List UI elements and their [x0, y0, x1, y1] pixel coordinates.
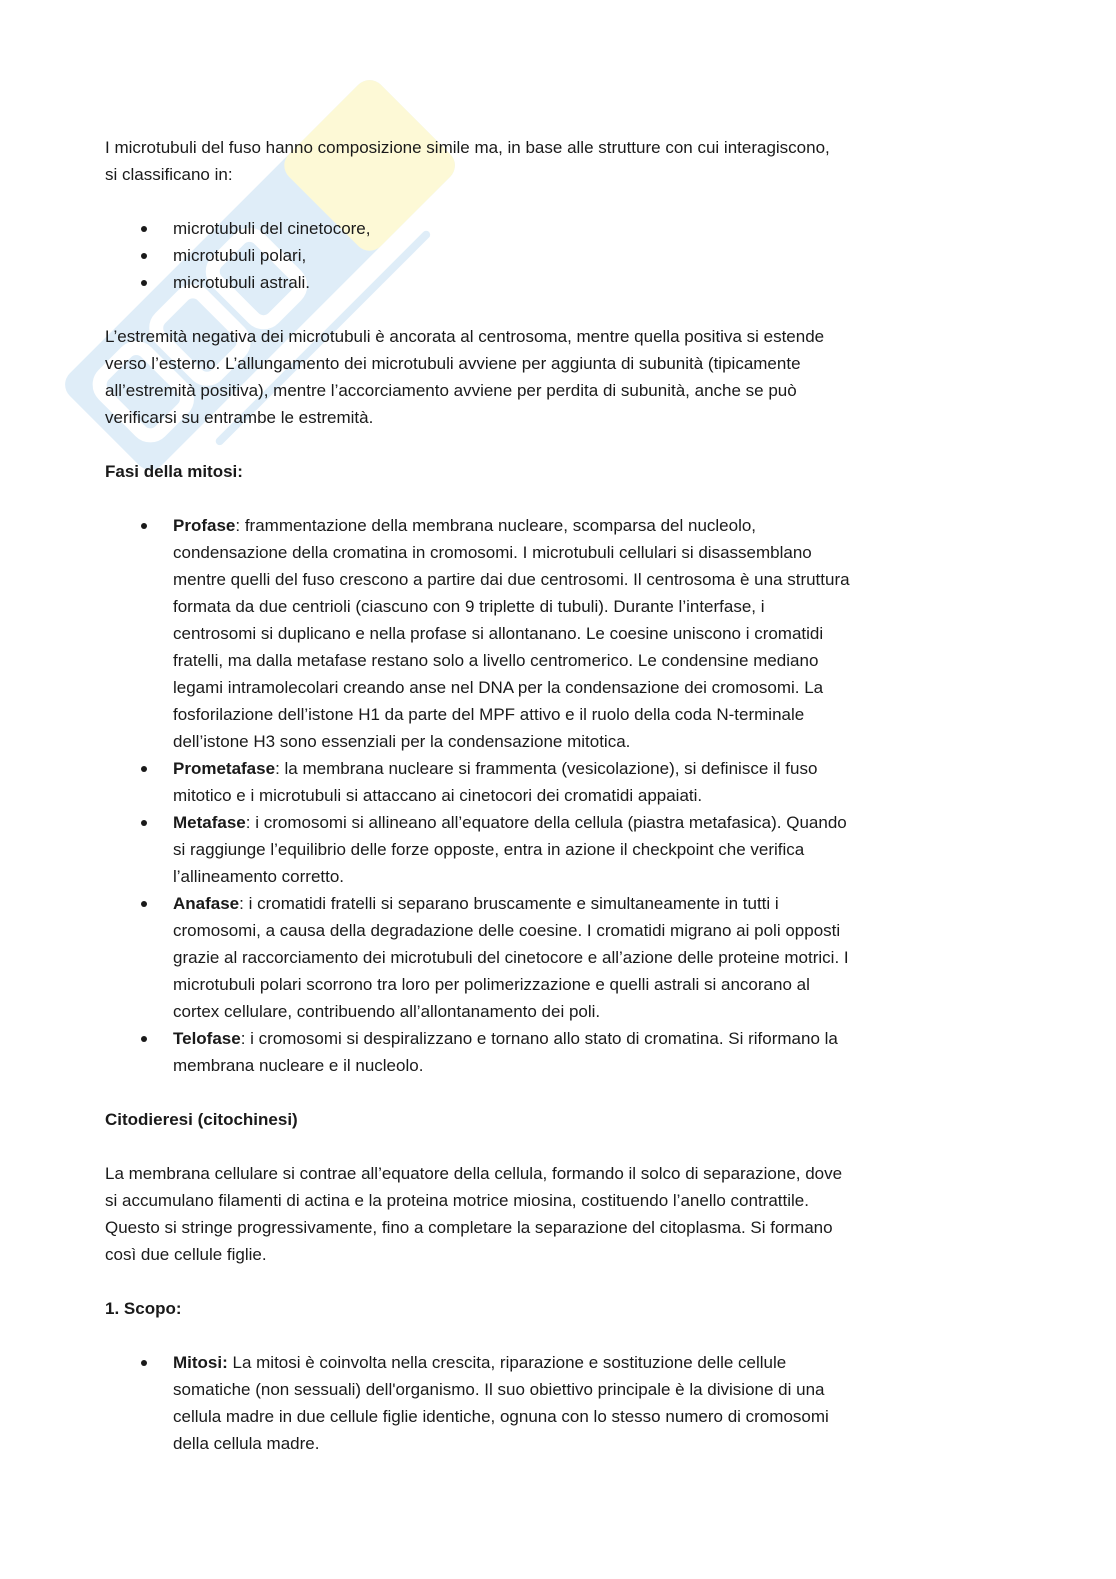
- bullet-icon: [141, 890, 147, 917]
- list-item-text: centrosomi si duplicano e nella profase si allontanano. Le coesine uniscono i cromatidi: [173, 624, 824, 643]
- list-item-line: [173, 215, 1015, 242]
- list-item-text: cellula madre in due cellule figlie identiche, ognuna con lo stesso numero di cromosomi: [173, 1407, 829, 1426]
- blank-line: [105, 188, 1015, 215]
- list-item-line: [173, 917, 1015, 944]
- list-item: [105, 809, 1015, 890]
- blank-line: [105, 431, 1015, 458]
- document-body: [105, 134, 1015, 1457]
- paragraph-line: L’estremità negativa dei microtubuli è ancorata al centrosoma, mentre quella positiva si estende: [105, 327, 825, 346]
- list-item-text: : la membrana nucleare si frammenta (vesicolazione), si definisce il fuso: [275, 759, 818, 778]
- list-item-text: dell’istone H3 sono essenziali per la condensazione mitotica.: [173, 732, 631, 751]
- heading-text: Fasi della mitosi:: [105, 462, 243, 481]
- list-item: [105, 269, 1015, 296]
- blank-line: [105, 296, 1015, 323]
- paragraph-line: verso l’esterno. L’allungamento dei microtubuli avviene per aggiunta di subunità (tipicamente: [105, 354, 801, 373]
- list-item-text: condensazione della cromatina in cromosomi. I microtubuli cellulari si disassemblano: [173, 543, 812, 562]
- list-item-line: [173, 836, 1015, 863]
- blank-line: [105, 1133, 1015, 1160]
- list-item-line: [173, 728, 1015, 755]
- list-item-text: cromosomi, a causa della degradazione delle coesine. I cromatidi migrano ai poli opposti: [173, 921, 841, 940]
- list-item: [105, 890, 1015, 1025]
- blank-line: [105, 1079, 1015, 1106]
- paragraph: [105, 1160, 1015, 1268]
- list-item-line: [173, 998, 1015, 1025]
- list-item-text: legami intramolecolari creando anse nel DNA per la condensazione dei cromosomi. La: [173, 678, 824, 697]
- paragraph-line: all’estremità positiva), mentre l’accorciamento avviene per perdita di subunità, anche se può: [105, 381, 797, 400]
- list-item: [105, 755, 1015, 809]
- list-item-line: [173, 674, 1015, 701]
- list-item-line: [173, 269, 1015, 296]
- list-item-line: [173, 755, 1015, 782]
- list-item-text: formata da due centrioli (ciascuno con 9 triplette di tubuli). Durante l’interfase, i: [173, 597, 765, 616]
- list-item-line: [173, 701, 1015, 728]
- list-item-line: [173, 944, 1015, 971]
- list-item-text: microtubuli astrali.: [173, 273, 310, 292]
- list-item-label: Metafase: [173, 813, 246, 832]
- bullet-icon: [141, 1025, 147, 1052]
- bullet-icon: [141, 512, 147, 539]
- list-item-text: : i cromosomi si despiralizzano e tornano allo stato di cromatina. Si riformano la: [240, 1029, 838, 1048]
- list-item-line: [173, 1430, 1015, 1457]
- bullet-list: [105, 512, 1015, 1079]
- list-item-text: microtubuli polari scorrono tra loro per polimerizzazione e quelli astrali si ancorano al: [173, 975, 810, 994]
- section-heading: [105, 1106, 1015, 1133]
- paragraph-line: verificarsi su entrambe le estremità.: [105, 408, 374, 427]
- list-item-label: Mitosi:: [173, 1353, 228, 1372]
- bullet-icon: [141, 809, 147, 836]
- list-item-label: Profase: [173, 516, 236, 535]
- list-item-text: : i cromosomi si allineano all’equatore della cellula (piastra metafasica). Quando: [245, 813, 847, 832]
- list-item: [105, 242, 1015, 269]
- list-item-text: fratelli, ma dalla metafase restano solo a livello centromerico. Le condensine mediano: [173, 651, 819, 670]
- list-item-text: fosforilazione dell’istone H1 da parte del MPF attivo e il ruolo della coda N-terminale: [173, 705, 805, 724]
- bullet-icon: [141, 755, 147, 782]
- list-item-text: mentre quelli del fuso crescono a partire dai due centrosomi. Il centrosoma è una struttura: [173, 570, 850, 589]
- list-item-text: La mitosi è coinvolta nella crescita, riparazione e sostituzione delle cellule: [227, 1353, 787, 1372]
- list-item-line: [173, 809, 1015, 836]
- list-item-text: : i cromatidi fratelli si separano bruscamente e simultaneamente in tutti i: [239, 894, 779, 913]
- section-heading: [105, 458, 1015, 485]
- list-item-line: [173, 782, 1015, 809]
- list-item: [105, 512, 1015, 755]
- paragraph-line: così due cellule figlie.: [105, 1245, 267, 1264]
- list-item-line: [173, 566, 1015, 593]
- bullet-icon: [141, 269, 147, 296]
- list-item-text: microtubuli polari,: [173, 246, 307, 265]
- list-item-line: [173, 971, 1015, 998]
- list-item-line: [173, 620, 1015, 647]
- list-item-label: Prometafase: [173, 759, 276, 778]
- list-item-text: grazie al raccorciamento dei microtubuli del cinetocore e all’azione delle proteine motrici. I: [173, 948, 849, 967]
- list-item-text: somatiche (non sessuali) dell'organismo. Il suo obiettivo principale è la divisione di una: [173, 1380, 825, 1399]
- list-item-label: Telofase: [173, 1029, 241, 1048]
- list-item-line: [173, 593, 1015, 620]
- list-item-text: mitotico e i microtubuli si attaccano ai cinetocori dei cromatidi appaiati.: [173, 786, 703, 805]
- list-item-line: [173, 539, 1015, 566]
- heading-text: Citodieresi (citochinesi): [105, 1110, 298, 1129]
- bullet-list: [105, 215, 1015, 296]
- blank-line: [105, 1268, 1015, 1295]
- bullet-icon: [141, 242, 147, 269]
- list-item-line: [173, 1376, 1015, 1403]
- section-heading: [105, 1295, 1015, 1322]
- paragraph-line: si classificano in:: [105, 165, 233, 184]
- bullet-icon: [141, 215, 147, 242]
- list-item-text: della cellula madre.: [173, 1434, 320, 1453]
- list-item-line: [173, 1349, 1015, 1376]
- bullet-icon: [141, 1349, 147, 1376]
- paragraph-line: I microtubuli del fuso hanno composizione simile ma, in base alle strutture con cui interagiscono,: [105, 138, 830, 157]
- list-item-label: Anafase: [173, 894, 240, 913]
- list-item-line: [173, 242, 1015, 269]
- list-item-text: membrana nucleare e il nucleolo.: [173, 1056, 424, 1075]
- list-item-text: cortex cellulare, contribuendo all’allontanamento dei poli.: [173, 1002, 601, 1021]
- list-item-line: [173, 863, 1015, 890]
- list-item-line: [173, 890, 1015, 917]
- list-item-text: l’allineamento corretto.: [173, 867, 345, 886]
- list-item-line: [173, 647, 1015, 674]
- list-item-text: microtubuli del cinetocore,: [173, 219, 371, 238]
- paragraph: [105, 134, 1015, 188]
- paragraph-line: La membrana cellulare si contrae all’equatore della cellula, formando il solco di separazione, dove: [105, 1164, 843, 1183]
- paragraph-line: si accumulano filamenti di actina e la proteina motrice miosina, costituendo l’anello contrattile.: [105, 1191, 809, 1210]
- paragraph: [105, 323, 1015, 431]
- list-item: [105, 1025, 1015, 1079]
- list-item-text: : frammentazione della membrana nucleare, scomparsa del nucleolo,: [235, 516, 757, 535]
- blank-line: [105, 485, 1015, 512]
- list-item: [105, 1349, 1015, 1457]
- list-item-line: [173, 1025, 1015, 1052]
- list-item-line: [173, 512, 1015, 539]
- blank-line: [105, 1322, 1015, 1349]
- list-item: [105, 215, 1015, 242]
- list-item-line: [173, 1403, 1015, 1430]
- list-item-text: si raggiunge l’equilibrio delle forze opposte, entra in azione il checkpoint che verifica: [173, 840, 805, 859]
- list-item-line: [173, 1052, 1015, 1079]
- heading-text: 1. Scopo:: [105, 1299, 182, 1318]
- bullet-list: [105, 1349, 1015, 1457]
- paragraph-line: Questo si stringe progressivamente, fino a completare la separazione del citoplasma. Si formano: [105, 1218, 833, 1237]
